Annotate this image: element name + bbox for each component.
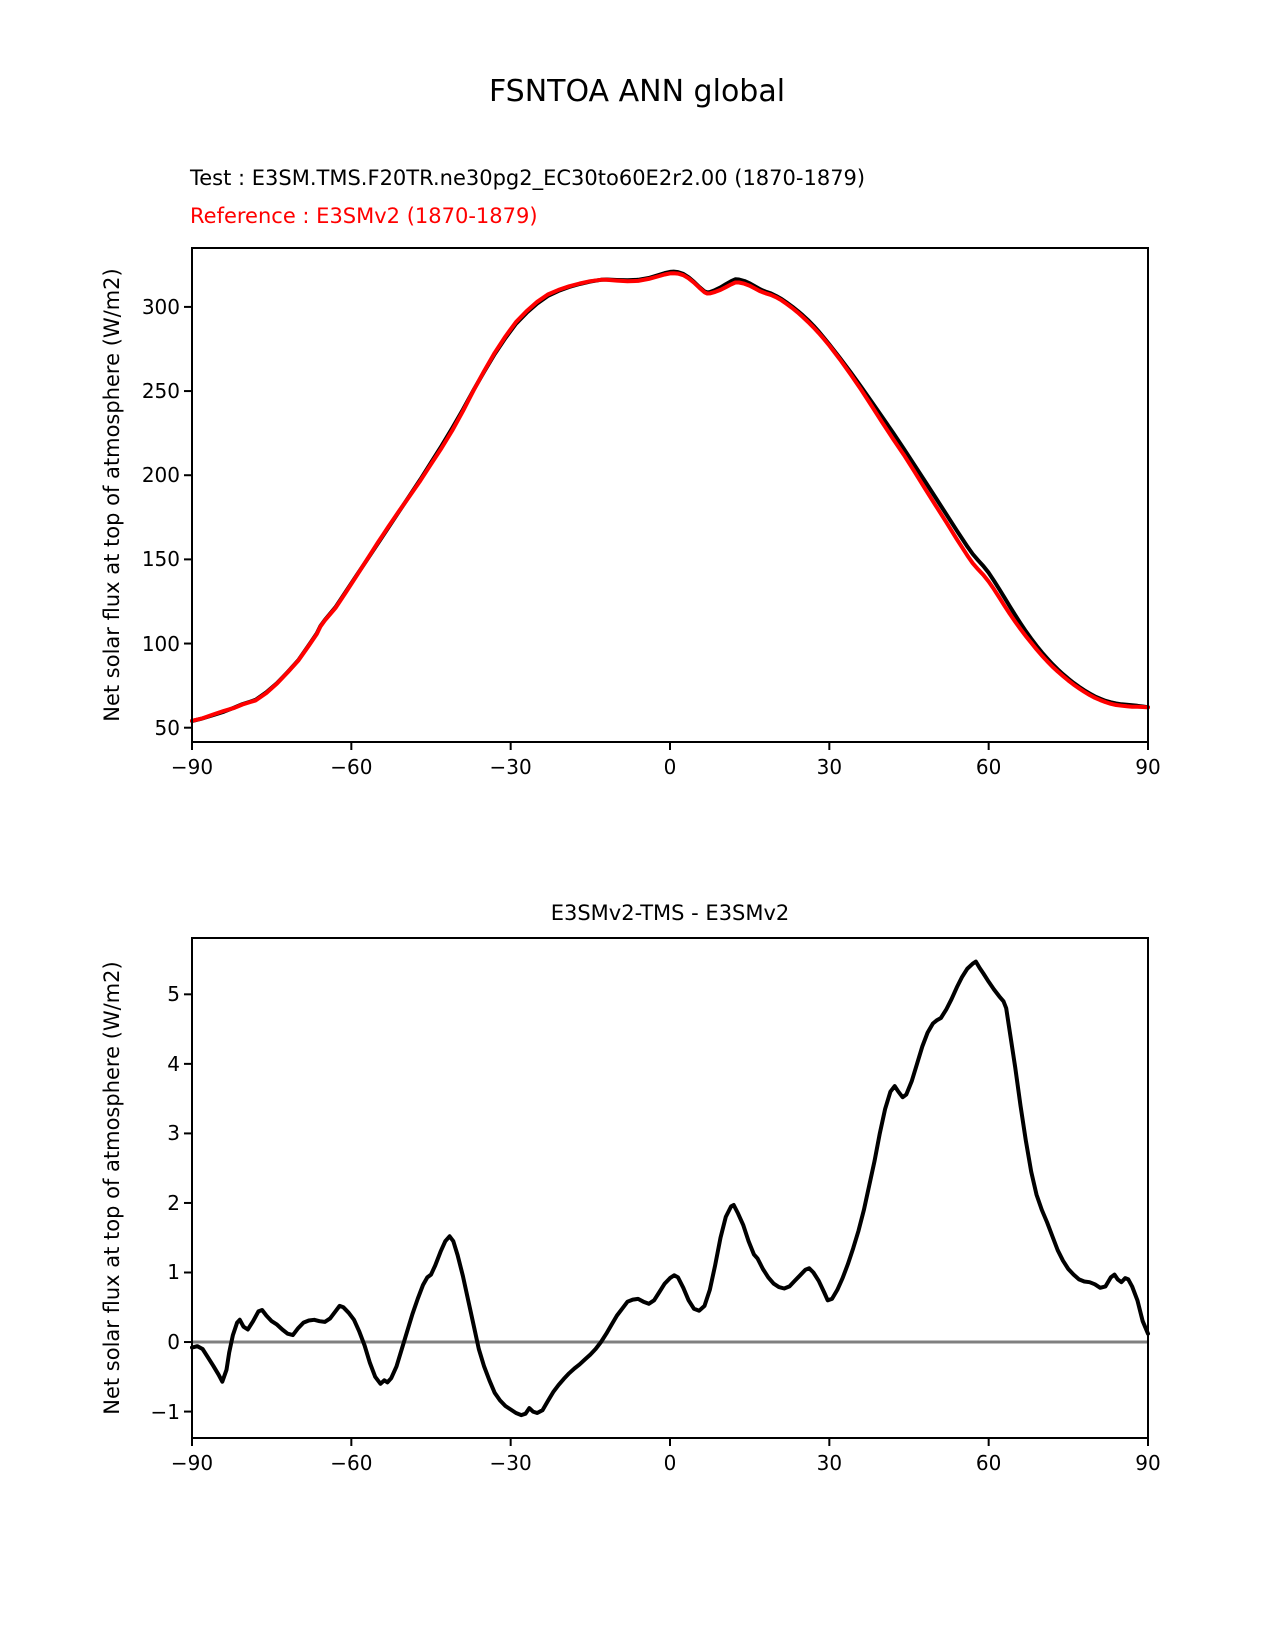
y-tick-label: 4 (167, 1051, 180, 1076)
x-tick-label: −30 (489, 1451, 532, 1475)
axes-frame (192, 248, 1148, 742)
y-tick-label: −1 (150, 1399, 180, 1424)
bottom-chart-title: E3SMv2-TMS - E3SMv2 (550, 901, 790, 925)
x-tick-label: 90 (1135, 1451, 1161, 1475)
y-tick-label: 250 (141, 379, 180, 404)
top-chart-panel (100, 248, 1161, 779)
y-tick-label: 3 (167, 1121, 180, 1146)
bottom-y-axis-label: Net solar flux at top of atmosphere (W/m2) (100, 961, 124, 1415)
y-tick-label: 50 (154, 715, 180, 740)
bottom-chart-panel (100, 901, 1161, 1475)
x-tick-label: 60 (975, 1451, 1002, 1475)
reference-series-line (192, 273, 1148, 721)
y-tick-label: 300 (141, 294, 180, 319)
x-tick-label: 0 (663, 1451, 677, 1475)
reference-run-label: Reference : E3SMv2 (1870-1879) (190, 204, 538, 228)
figure-title: FSNTOA ANN global (488, 74, 786, 109)
y-tick-label: 0 (167, 1330, 180, 1355)
x-tick-label: −90 (170, 755, 214, 779)
axes-frame (192, 938, 1148, 1438)
y-tick-label: 100 (141, 631, 180, 656)
y-tick-label: 200 (141, 463, 180, 488)
x-tick-label: 30 (816, 755, 843, 779)
x-tick-label: 60 (975, 755, 1002, 779)
y-tick-label: 2 (167, 1190, 180, 1215)
x-tick-label: −60 (330, 755, 373, 779)
x-tick-label: 90 (1135, 755, 1161, 779)
x-tick-label: −30 (489, 755, 532, 779)
top-y-axis-label: Net solar flux at top of atmosphere (W/m2) (100, 268, 124, 722)
y-tick-label: 5 (167, 982, 180, 1007)
test-series-line (192, 272, 1148, 721)
y-tick-label: 1 (167, 1260, 180, 1285)
x-tick-label: −90 (170, 1451, 214, 1475)
x-tick-label: 30 (816, 1451, 843, 1475)
y-tick-label: 150 (141, 547, 180, 572)
difference-series-line (192, 962, 1148, 1416)
x-tick-label: 0 (663, 755, 677, 779)
test-run-label: Test : E3SM.TMS.F20TR.ne30pg2_EC30to60E2r2.00 (1870-1879) (190, 166, 866, 190)
x-tick-label: −60 (330, 1451, 373, 1475)
